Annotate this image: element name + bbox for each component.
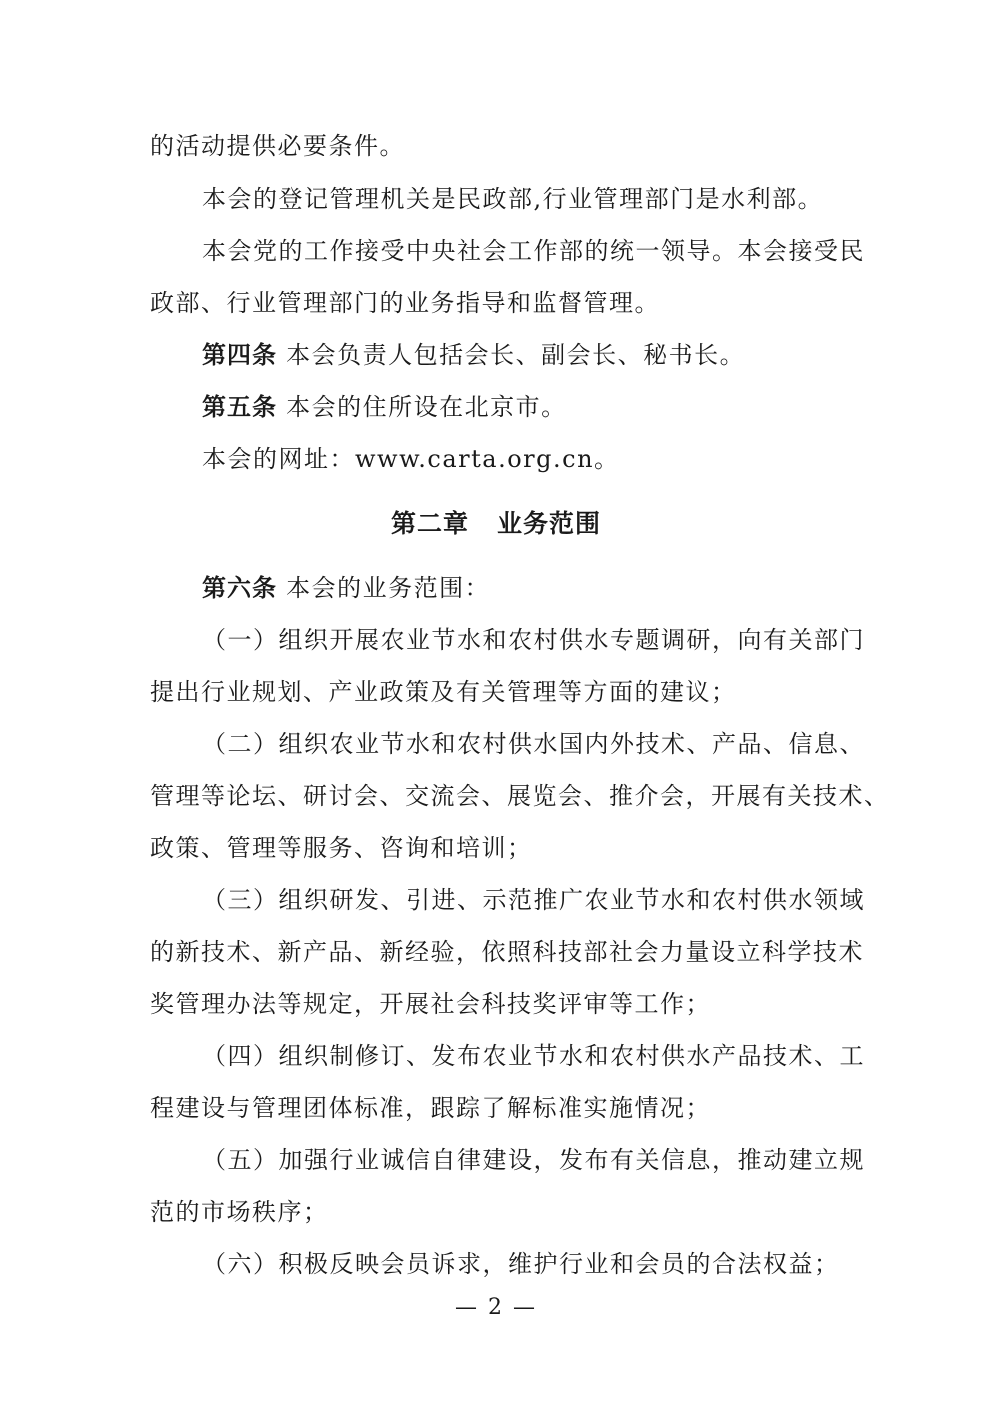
item-2-line1: （二）组织农业节水和农村供水国内外技术、产品、信息、 xyxy=(202,730,865,758)
item-4-line2: 程建设与管理团体标准，跟踪了解标准实施情况； xyxy=(150,1094,711,1122)
item-2-line3: 政策、管理等服务、咨询和培训； xyxy=(150,834,533,862)
item-3-line3: 奖管理办法等规定，开展社会科技奖评审等工作； xyxy=(150,990,711,1018)
item-3-line1: （三）组织研发、引进、示范推广农业节水和农村供水领域 xyxy=(202,886,865,914)
item-2-line2: 管理等论坛、研讨会、交流会、展览会、推介会，开展有关技术、 xyxy=(150,782,890,810)
article-5-label: 第五条 xyxy=(202,393,277,421)
chapter-heading xyxy=(0,508,992,540)
item-1-line1: （一）组织开展农业节水和农村供水专题调研，向有关部门 xyxy=(202,626,865,654)
chapter-title: 业务范围 xyxy=(497,509,602,538)
article-4-text: 本会负责人包括会长、副会长、秘书长。 xyxy=(286,341,746,369)
chapter-number: 第二章 xyxy=(390,509,469,538)
page-number: — 2 — xyxy=(455,1295,537,1320)
paragraph-party-leadership-line2: 政部、行业管理部门的业务指导和监督管理。 xyxy=(150,289,660,317)
item-5-line1: （五）加强行业诚信自律建设，发布有关信息，推动建立规 xyxy=(202,1146,865,1174)
paragraph-party-leadership-line1: 本会党的工作接受中央社会工作部的统一领导。本会接受民 xyxy=(202,237,865,265)
paragraph-line: 的活动提供必要条件。 xyxy=(150,132,405,160)
article-6-text: 本会的业务范围： xyxy=(286,574,491,602)
article-4 xyxy=(202,340,842,370)
item-5-line2: 范的市场秩序； xyxy=(150,1198,329,1226)
website-line: 本会的网址：www.carta.org.cn。 xyxy=(202,445,620,473)
article-6-label: 第六条 xyxy=(202,574,277,602)
item-4-line1: （四）组织制修订、发布农业节水和农村供水产品技术、工 xyxy=(202,1042,865,1070)
article-5 xyxy=(202,392,842,422)
item-3-line2: 的新技术、新产品、新经验，依照科技部社会力量设立科学技术 xyxy=(150,938,864,966)
article-5-text: 本会的住所设在北京市。 xyxy=(286,393,567,421)
article-6 xyxy=(202,573,842,603)
item-6-line1: （六）积极反映会员诉求，维护行业和会员的合法权益； xyxy=(202,1250,840,1278)
item-1-line2: 提出行业规划、产业政策及有关管理等方面的建议； xyxy=(150,678,737,706)
article-4-label: 第四条 xyxy=(202,341,277,369)
paragraph-registration-authority: 本会的登记管理机关是民政部,行业管理部门是水利部。 xyxy=(202,185,824,213)
